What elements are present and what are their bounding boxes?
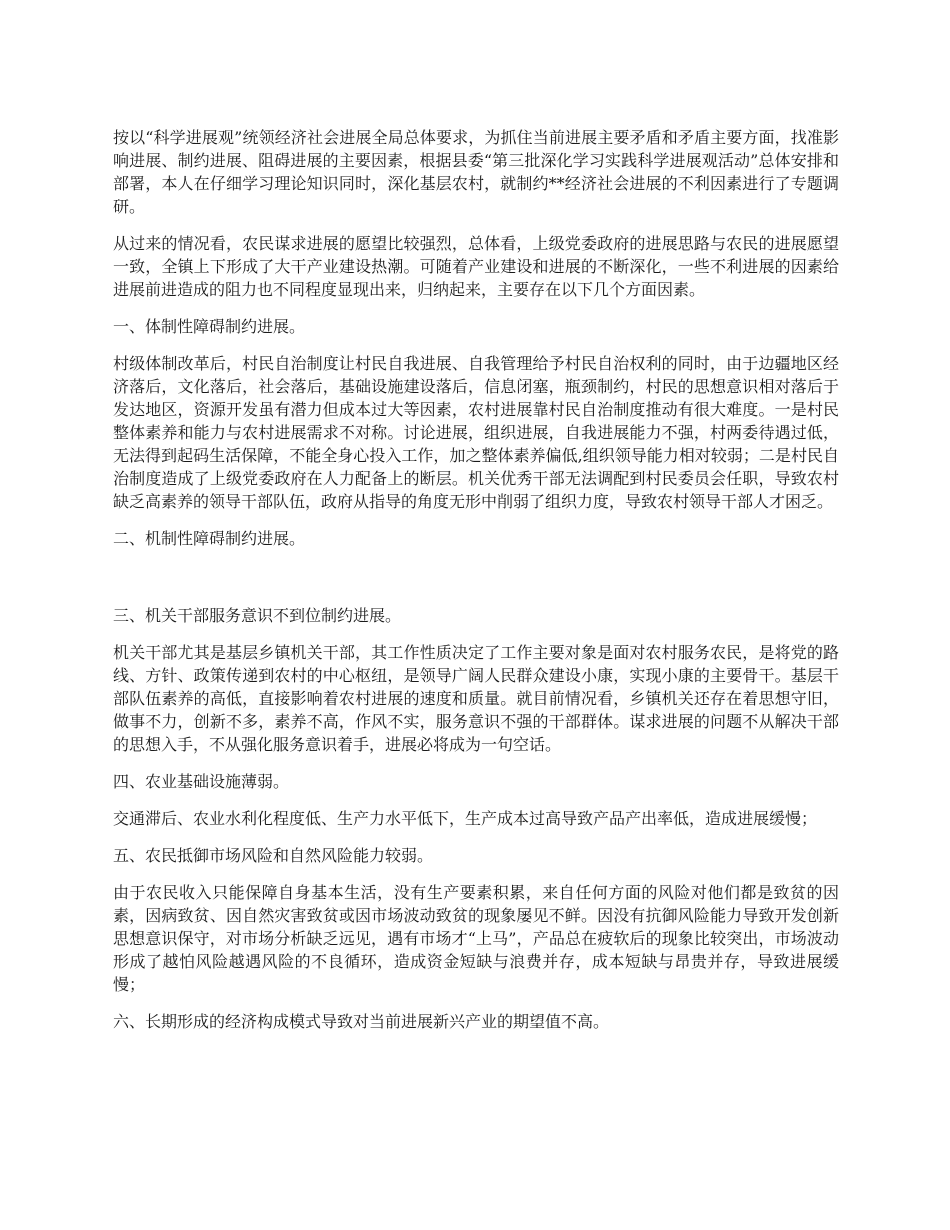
blank-space	[113, 564, 839, 604]
paragraph-section-1: 村级体制改革后，村民自治制度让村民自我进展、自我管理给予村民自治权利的同时，由于边疆地区经济落后，文化落后，社会落后，基础设施建设落后，信息闭塞，瓶颈制约，村民的思想意识相对落后于发达地区，资源开发虽有潜力但成本过大等因素，农村进展靠村民自治制度推动有很大难度。一是村民整体素养和能力与农村进展需求不对称。讨论进展，组织进展，自我进展能力不强，村两委待遇过低，无法得到起码生活保障，不能全身心投入工作，加之整体素养偏低,组织领导能力相对较弱；二是村民自治制度造成了上级党委政府在人力配备上的断层。机关优秀干部无法调配到村民委员会任职，导致农村缺乏高素养的领导干部队伍，政府从指导的角度无形中削弱了组织力度，导致农村领导干部人才困乏。	[113, 354, 839, 511]
section-heading-4: 四、农业基础设施薄弱。	[113, 772, 290, 791]
section-heading-5: 五、农民抵御市场风险和自然风险能力较弱。	[113, 846, 434, 865]
section-heading-1: 一、体制性障碍制约进展。	[113, 317, 306, 336]
paragraph-section-3: 机关干部尤其是基层乡镇机关干部，其工作性质决定了工作主要对象是面对农村服务农民，是将党的路线、方针、政策传递到农村的中心枢纽，是领导广阔人民群众建设小康，实现小康的主要骨干。基层干部队伍素养的高低，直接影响着农村进展的速度和质量。就目前情况看，乡镇机关还存在着思想守旧，做事不力，创新不多，素养不高，作风不实，服务意识不强的干部群体。谋求进展的问题不从解决干部的思想入手，不从强化服务意识着手，进展必将成为一句空话。	[113, 643, 839, 754]
paragraph-section-5: 由于农民收入只能保障自身基本生活，没有生产要素积累，来自任何方面的风险对他们都是致贫的因素，因病致贫、因自然灾害致贫或因市场波动致贫的现象屡见不鲜。因没有抗御风险能力导致开发创新思想意识保守，对市场分析缺乏远见，遇有市场才“上马”，产品总在疲软后的现象比较突出，市场波动形成了越怕风险越遇风险的不良循环，造成资金短缺与浪费并存，成本短缺与昂贵并存，导致进展缓慢；	[113, 883, 839, 994]
paragraph-intro: 按以“科学进展观”统领经济社会进展全局总体要求，为抓住当前进展主要矛盾和矛盾主要方面，找准影响进展、制约进展、阻碍进展的主要因素，根据县委“第三批深化学习实践科学进展观活动”总体安排和部署，本人在仔细学习理论知识同时，深化基层农村，就制约**经济社会进展的不利因素进行了专题调研。	[113, 128, 839, 216]
paragraph-overview: 从过来的情况看，农民谋求进展的愿望比较强烈，总体看，上级党委政府的进展思路与农民的进展愿望一致，全镇上下形成了大干产业建设热潮。可随着产业建设和进展的不断深化，一些不利进展的因素给进展前进造成的阻力也不同程度显现出来，归纳起来，主要存在以下几个方面因素。	[113, 234, 839, 299]
section-heading-2: 二、机制性障碍制约进展。	[113, 529, 306, 548]
paragraph-section-4: 交通滞后、农业水利化程度低、生产力水平低下，生产成本过高导致产品产出率低，造成进展缓慢；	[113, 809, 818, 828]
section-heading-6: 六、长期形成的经济构成模式导致对当前进展新兴产业的期望值不高。	[113, 1012, 610, 1031]
section-heading-3: 三、机关干部服务意识不到位制约进展。	[113, 606, 402, 625]
document-body	[113, 126, 839, 1047]
